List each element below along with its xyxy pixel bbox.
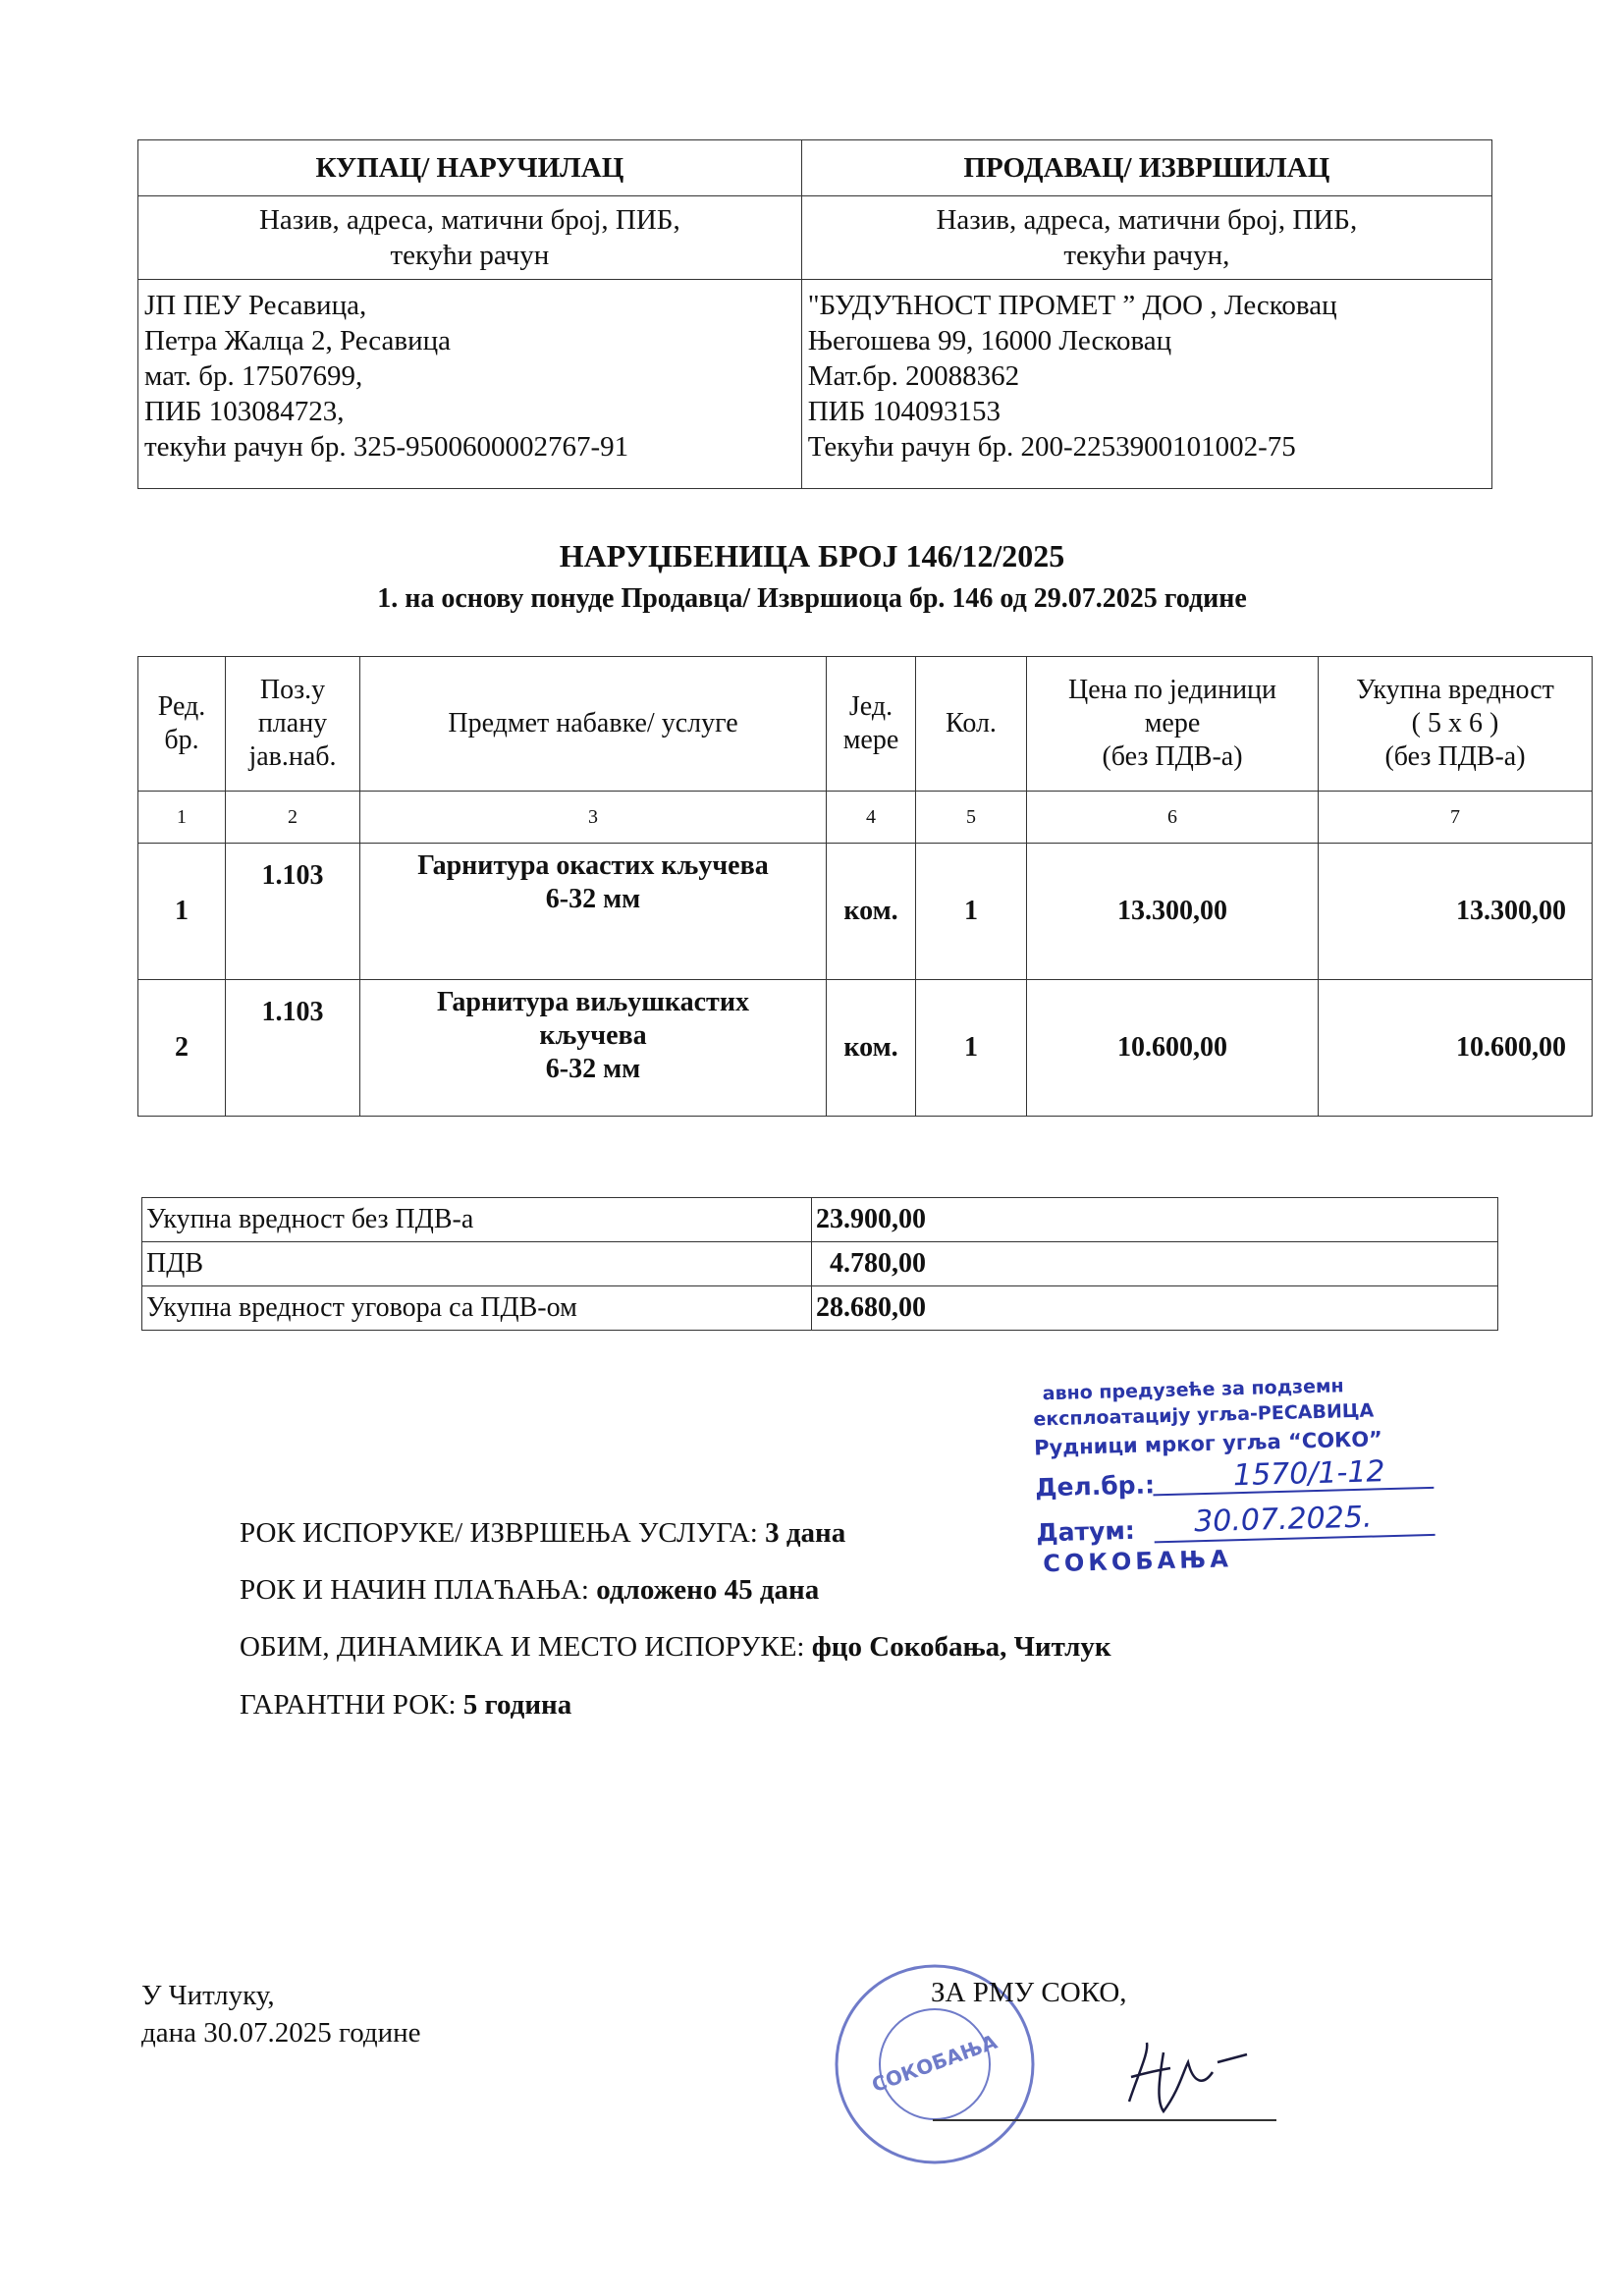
buyer-sub-line: Назив, адреса, матични број, ПИБ, (258, 204, 680, 236)
seller-name: "БУДУЋНОСТ ПРОМЕТ ” ДОО , Лесковац (807, 290, 1337, 321)
buyer-address: Петра Жалца 2, Ресавица (144, 325, 452, 356)
table-row (138, 844, 1593, 980)
unit-price: 13.300,00 (1027, 844, 1319, 980)
buyer-subheader (138, 196, 802, 280)
stamp-registry-label: Дел.бр.: (1034, 1470, 1156, 1503)
signature-line (933, 2119, 1276, 2121)
item-subject (360, 844, 827, 980)
payment-term (240, 1574, 819, 1607)
date-line: дана 30.07.2025 године (141, 2017, 421, 2049)
buyer-account: текући рачун бр. 325-9500600002767-91 (144, 431, 629, 463)
col-header-plan-position (226, 657, 360, 792)
header-text: мере (1144, 708, 1201, 738)
unit: ком. (827, 980, 916, 1117)
header-text: Поз.у (259, 675, 326, 705)
buyer-name: ЈП ПЕУ Ресавица, (144, 290, 367, 321)
header-text: Цена по јединици (1067, 675, 1277, 705)
warranty-term (240, 1689, 571, 1722)
seller-header: ПРОДАВАЦ/ ИЗВРШИЛАЦ (801, 140, 1491, 196)
item-subject (360, 980, 827, 1117)
stamp-line: Рудници мрког угља “СОКО” (1033, 1427, 1383, 1460)
seal-city: СОКОБАЊА (868, 2029, 1001, 2098)
header-text: Укупна вредност (1356, 675, 1554, 705)
total-net-value: 23.900,00 (812, 1198, 1498, 1242)
total-net-label: Укупна вредност без ПДВ-а (142, 1198, 812, 1242)
seller-details (801, 280, 1491, 489)
signature-for: ЗА РМУ СОКО, (931, 1977, 1127, 2008)
item-subject-line: Гарнитура окастих кључева (417, 850, 769, 881)
column-number: 2 (226, 792, 360, 844)
row-number: 1 (138, 844, 226, 980)
term-label: РОК ИСПОРУКЕ/ ИЗВРШЕЊА УСЛУГА: (240, 1517, 766, 1549)
term-value: фцо Сокобања, Читлук (811, 1631, 1111, 1663)
buyer-tax-id: ПИБ 103084723, (144, 396, 345, 427)
place-and-date (141, 1977, 421, 2051)
col-header-unit-price (1027, 657, 1319, 792)
column-number: 7 (1319, 792, 1593, 844)
stamp-city: СОКОБАЊА (1042, 1545, 1233, 1578)
quantity: 1 (916, 844, 1027, 980)
registry-stamp (1028, 1372, 1455, 1579)
item-subject-line: Гарнитура виљушкастих (437, 987, 749, 1017)
totals-row (142, 1242, 1498, 1286)
item-subject-line: 6-32 мм (545, 884, 641, 914)
document-subtitle: 1. на основу понуде Продавца/ Извршиоца бр. 146 од 29.07.2025 године (377, 583, 1247, 614)
term-label: ГАРАНТНИ РОК: (240, 1689, 463, 1721)
col-header-unit (827, 657, 916, 792)
header-text: ( 5 х 6 ) (1411, 708, 1499, 738)
delivery-scope-term (240, 1631, 1111, 1664)
stamp-registry-number: 1570/1-12 (1232, 1454, 1385, 1494)
buyer-details (138, 280, 802, 489)
header-text: (без ПДВ-а) (1384, 741, 1526, 772)
totals-table (141, 1197, 1498, 1331)
column-number: 1 (138, 792, 226, 844)
stamp-date-value: 30.07.2025. (1193, 1500, 1373, 1540)
term-value: одложено 45 дана (596, 1574, 820, 1606)
plan-position: 1.103 (226, 844, 360, 980)
signature (1110, 2033, 1257, 2121)
header-text: бр. (164, 725, 199, 755)
seller-reg-number: Мат.бр. 20088362 (807, 360, 1020, 392)
header-text: јав.наб. (248, 741, 337, 772)
vat-label: ПДВ (142, 1242, 812, 1286)
signature-stroke (1129, 2043, 1247, 2111)
header-text: плану (257, 708, 328, 738)
document-title: НАРУЏБЕНИЦА БРОЈ 146/12/2025 (559, 538, 1065, 574)
column-number: 5 (916, 792, 1027, 844)
header-text: Ред. (157, 691, 206, 722)
total-gross-value: 28.680,00 (812, 1286, 1498, 1331)
vat-value: 4.780,00 (812, 1242, 1498, 1286)
place-line: У Читлуку, (141, 1980, 275, 2011)
seller-tax-id: ПИБ 104093153 (807, 396, 1001, 427)
totals-row (142, 1198, 1498, 1242)
table-row (138, 980, 1593, 1117)
header-text: (без ПДВ-а) (1102, 741, 1243, 772)
seller-sub-line: Назив, адреса, матични број, ПИБ, (936, 204, 1358, 236)
col-header-total (1319, 657, 1593, 792)
column-number: 6 (1027, 792, 1319, 844)
total-gross-label: Укупна вредност уговора са ПДВ-ом (142, 1286, 812, 1331)
term-label: РОК И НАЧИН ПЛАЋАЊА: (240, 1574, 597, 1606)
item-subject-line: кључева (539, 1020, 647, 1051)
delivery-term (240, 1517, 845, 1550)
unit-price: 10.600,00 (1027, 980, 1319, 1117)
seller-subheader (801, 196, 1491, 280)
column-number: 4 (827, 792, 916, 844)
buyer-reg-number: мат. бр. 17507699, (144, 360, 363, 392)
header-text: Кол. (946, 708, 997, 738)
seller-address: Његошева 99, 16000 Лесковац (807, 325, 1172, 356)
stamp-line: авно предузеће за подземн (1042, 1375, 1344, 1405)
stamp-line: експлоатацију угља-РЕСАВИЦА (1033, 1399, 1375, 1431)
unit: ком. (827, 844, 916, 980)
line-total: 10.600,00 (1319, 980, 1593, 1117)
term-label: ОБИМ, ДИНАМИКА И МЕСТО ИСПОРУКЕ: (240, 1631, 812, 1663)
col-header-subject (360, 657, 827, 792)
header-text: мере (842, 725, 899, 755)
buyer-sub-line: текући рачун (390, 240, 550, 271)
term-value: 5 година (462, 1689, 572, 1721)
plan-position: 1.103 (226, 980, 360, 1117)
term-value: 3 дана (765, 1517, 846, 1549)
totals-row (142, 1286, 1498, 1331)
header-text: Предмет набавке/ услуге (448, 708, 738, 738)
seller-sub-line: текући рачун, (1063, 240, 1230, 271)
items-table (137, 656, 1593, 1117)
header-text: Јед. (848, 691, 893, 722)
column-number: 3 (360, 792, 827, 844)
row-number: 2 (138, 980, 226, 1117)
seller-account: Текући рачун бр. 200-2253900101002-75 (807, 431, 1296, 463)
item-subject-line: 6-32 мм (545, 1054, 641, 1084)
stamp-date-label: Датум: (1036, 1515, 1136, 1548)
line-total: 13.300,00 (1319, 844, 1593, 980)
col-header-row-no (138, 657, 226, 792)
parties-table (137, 139, 1492, 489)
col-header-quantity (916, 657, 1027, 792)
column-number-row (138, 792, 1593, 844)
quantity: 1 (916, 980, 1027, 1117)
buyer-header: КУПАЦ/ НАРУЧИЛАЦ (138, 140, 802, 196)
